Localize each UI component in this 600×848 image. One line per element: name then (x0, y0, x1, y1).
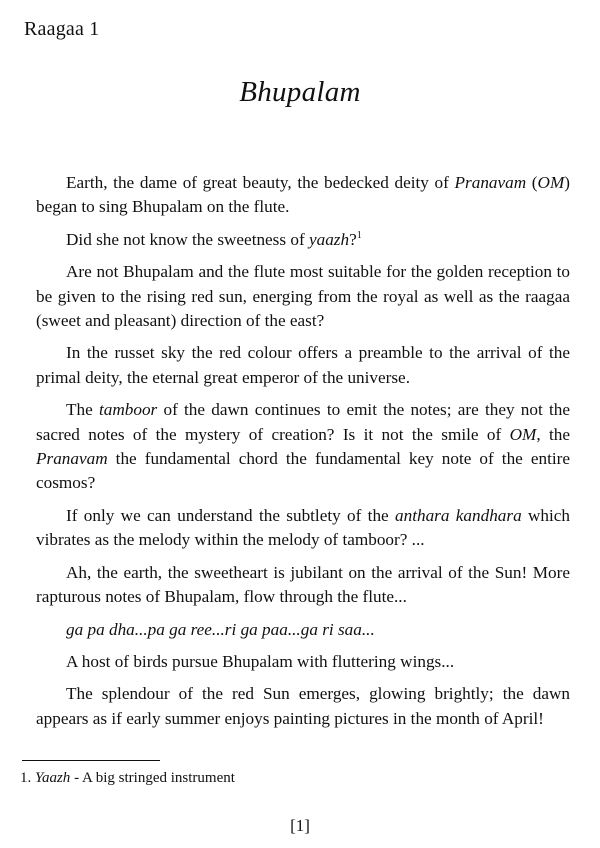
paragraph-6-italic-anthara-kandhara: anthara kandhara (395, 505, 522, 525)
paragraph-5-text-g: the fundamental chord the fundamental key note of the entire cosmos? (36, 449, 570, 493)
footnote-reference: 1 (356, 229, 362, 241)
paragraph-6-text-a: If only we can understand the subtlety of the (66, 505, 396, 525)
footnote-rule (22, 760, 160, 761)
footnote-number: 1. (20, 770, 32, 786)
paragraph-2-text-a: Did she not know the sweetness of (66, 229, 309, 249)
footnote-term: Yaazh (35, 770, 71, 786)
paragraph-7: Ah, the earth, the sweetheart is jubilant on the arrival of the Sun! More rapturous notes of Bhupalam, flow through the flute... (36, 562, 570, 607)
paragraph-3: Are not Bhupalam and the flute most suitable for the golden reception to be given to the rising red sun, energing from the royal as well as the raagaa (sweet and pleasant) direction of the east? (36, 262, 570, 331)
body-text (36, 171, 570, 739)
paragraph-5-text-c: of the dawn continues to emit the notes; are they not the sacred notes of the mystery of creation? Is it not the smile of (36, 400, 570, 444)
paragraph-8-notes: ga pa dha...pa ga ree...ri ga paa...ga ri saa... (66, 619, 375, 639)
paragraph-1-italic-pranavam: Pranavam (454, 173, 527, 192)
paragraph-1-text-e: ) began to sing Bhupalam on the flute. (36, 173, 570, 217)
paragraph-5-italic-pranavam: Pranavam (36, 449, 108, 469)
chapter-title: Bhupalam (239, 76, 361, 108)
paragraph-5-italic-tamboor: tamboor (98, 400, 158, 420)
paragraph-5 (36, 398, 570, 496)
footnote-definition: - A big stringed instrument (70, 770, 235, 786)
paragraph-2 (36, 228, 570, 252)
footnote (20, 770, 235, 787)
paragraph-1-text-c: ( (526, 173, 538, 192)
running-header: Raagaa 1 (24, 18, 100, 40)
paragraph-2-italic-yaazh: yaazh (308, 229, 350, 249)
paragraph-9: A host of birds pursue Bhupalam with fluttering wings... (66, 651, 455, 671)
paragraph-5-italic-om: OM (509, 424, 537, 444)
paragraph-5-text-e: , the (536, 424, 570, 444)
paragraph-6-text-c: which vibrates as the melody within the melody of tamboor? ... (36, 505, 571, 550)
paragraph-1 (36, 171, 570, 220)
paragraph-2-text-c: ? (349, 229, 357, 249)
paragraph-10: The splendour of the red Sun emerges, glowing brightly; the dawn appears as if early summer enjoys painting pictures in the month of April! (36, 684, 570, 728)
paragraph-5-text-a: The (66, 400, 99, 420)
paragraph-1-text-a: Earth, the dame of great beauty, the bedecked deity of (66, 173, 455, 192)
paragraph-1-italic-om: OM (537, 173, 565, 192)
paragraph-6 (36, 504, 570, 553)
page-number: [1] (290, 816, 310, 835)
paragraph-4: In the russet sky the red colour offers a preamble to the arrival of the primal deity, the eternal great emperor of the universe. (36, 343, 570, 387)
